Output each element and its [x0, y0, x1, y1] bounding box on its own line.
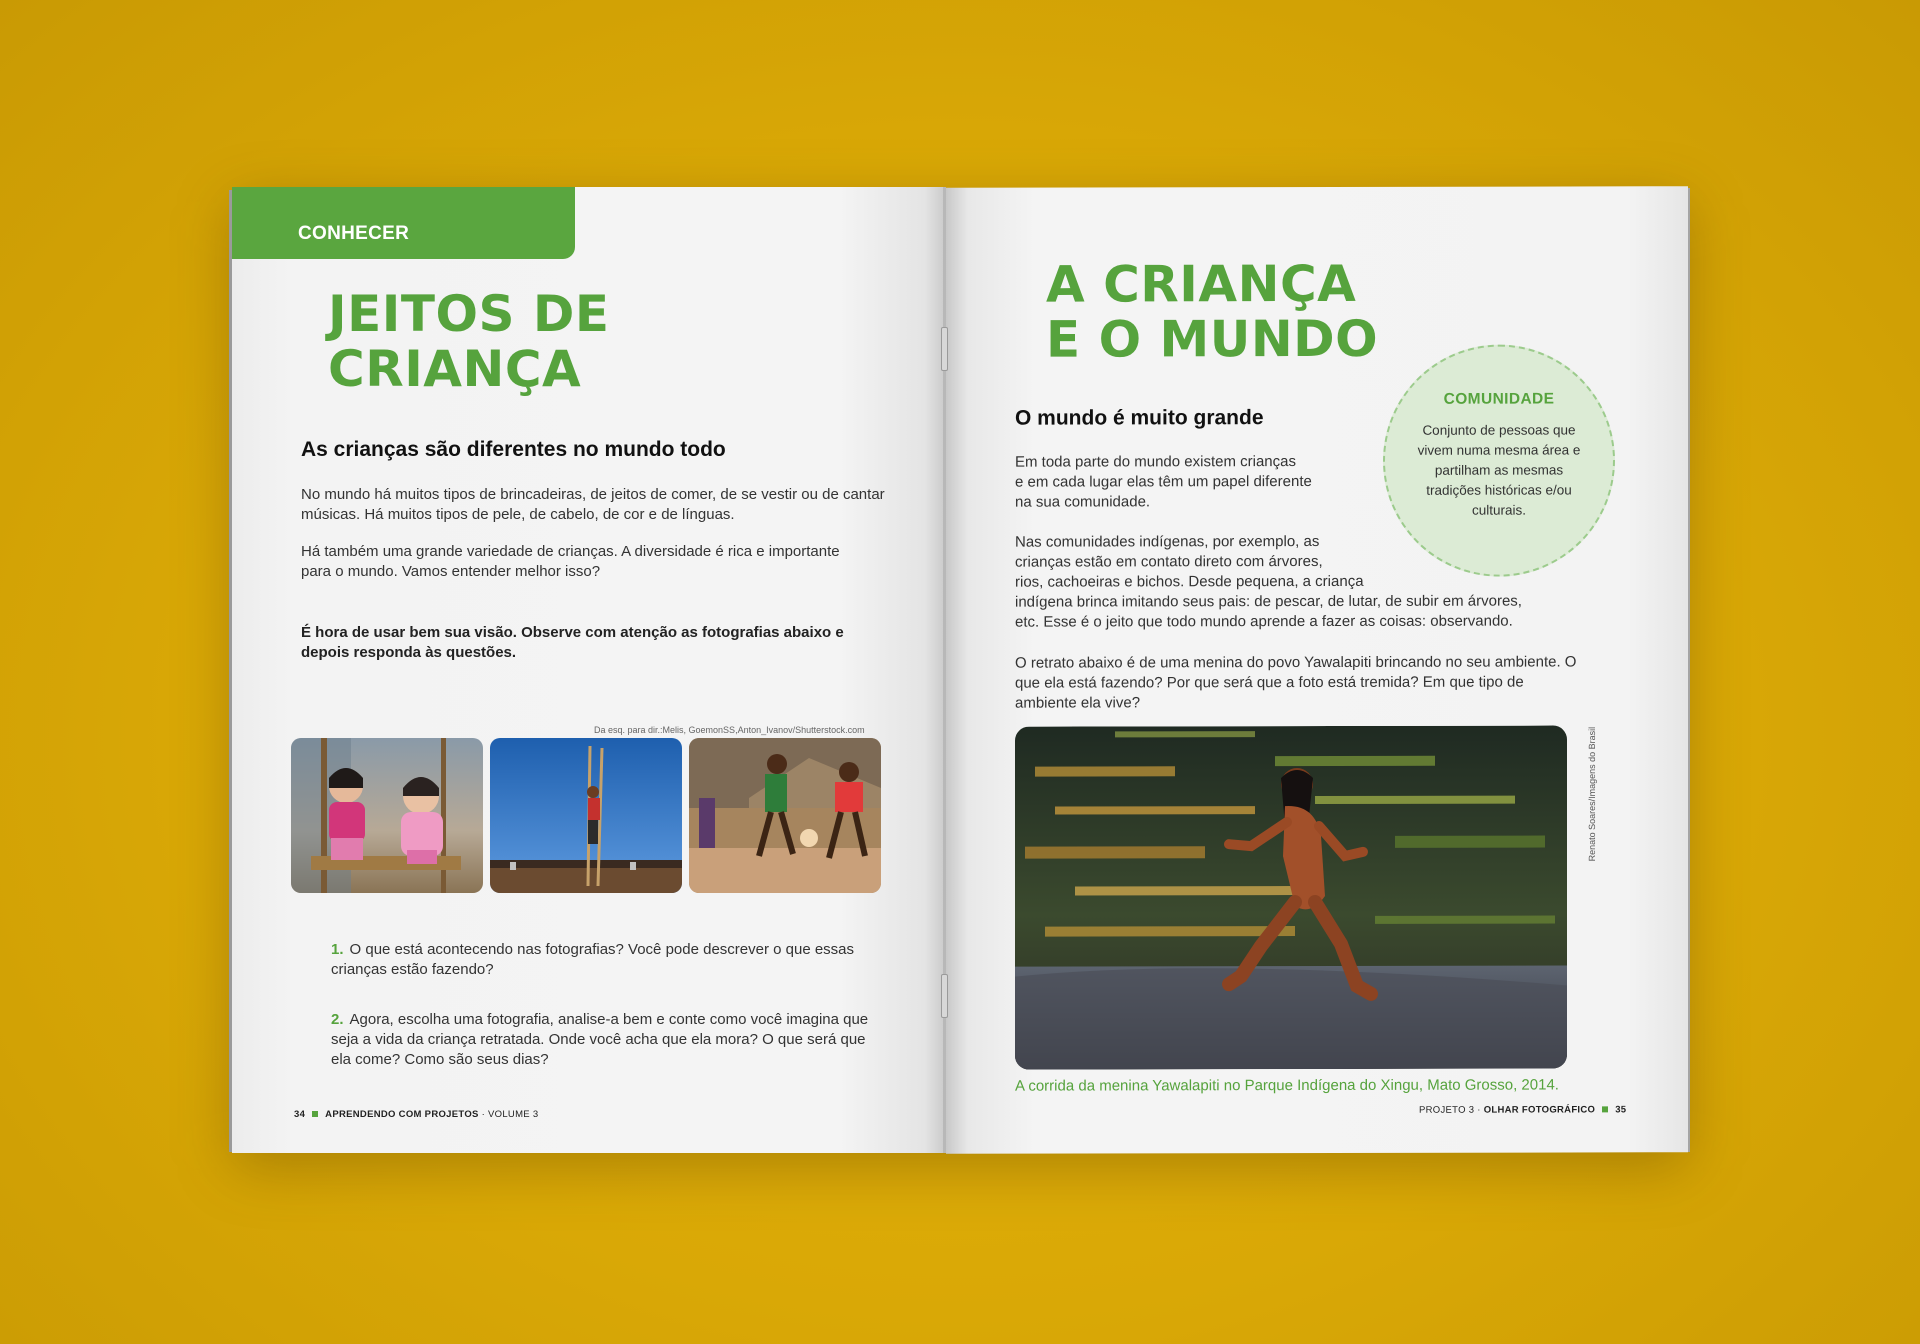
photo-credit: Da esq. para dir.:Melis, GoemonSS,Anton_Ivanov/Shutterstock.com	[594, 725, 865, 735]
question-2	[331, 1010, 886, 1070]
para1-line-1: Em toda parte do mundo existem crianças	[1015, 453, 1296, 471]
left-page	[232, 187, 946, 1153]
photo-girls-swing	[291, 738, 483, 893]
right-page	[946, 186, 1688, 1154]
intro-paragraph-1: No mundo há muitos tipos de brincadeiras, de jeitos de comer, de se vestir ou de cantar músicas. Há muitos tipos de pele, de cabelo, de cor e de línguas.	[301, 486, 885, 523]
left-footer-volume: · VOLUME 3	[481, 1109, 539, 1120]
photo-caption: A corrida da menina Yawalapiti no Parque Indígena do Xingu, Mato Grosso, 2014.	[1015, 1076, 1559, 1095]
para2-line-2: crianças estão em contato direto com árvores,	[1015, 552, 1323, 571]
right-paragraph-1	[1015, 452, 1312, 513]
para2-line-3: rios, cachoeiras e bichos. Desde pequena, a criança	[1015, 572, 1364, 591]
left-page-number: 34	[294, 1109, 306, 1120]
right-page-number: 35	[1615, 1104, 1627, 1116]
section-tab	[232, 187, 575, 259]
para2-line-4: indígena brinca imitando seus pais: de pescar, de lutar, de subir em árvores,	[1015, 592, 1522, 611]
instruction-paragraph: É hora de usar bem sua visão. Observe com atenção as fotografias abaixo e depois responda às questões.	[301, 624, 844, 661]
large-photo-credit: Renato Soares/Imagens do Brasil	[1587, 726, 1597, 862]
question-2-text: Agora, escolha uma fotografia, analise-a bem e conte como você imagina que seja a vida da criança retratada. Onde você acha que ela mora? O que será que ela come? Como são seus dias?	[331, 1011, 869, 1068]
right-footer-project: PROJETO 3 ·	[1419, 1104, 1481, 1116]
photo-boy-stilts	[490, 738, 682, 893]
footer-square-icon	[1602, 1107, 1608, 1113]
para1-line-2: e em cada lugar elas têm um papel diferente	[1015, 473, 1312, 491]
title-line-2: CRIANÇA	[328, 340, 582, 398]
staple-top	[941, 327, 948, 371]
right-footer	[1419, 1104, 1626, 1115]
right-title-line-1: A CRIANÇA	[1046, 254, 1357, 314]
intro-paragraph-2: Há também uma grande variedade de crianças. A diversidade é rica e importante para o mundo. Vamos entender melhor isso?	[301, 543, 840, 580]
question-2-number: 2.	[331, 1011, 344, 1028]
badge-title: COMUNIDADE	[1443, 390, 1555, 408]
right-section-subtitle: O mundo é muito grande	[1015, 406, 1264, 430]
para2-line-5: etc. Esse é o jeito que todo mundo aprende a fazer as coisas: observando.	[1015, 612, 1513, 631]
question-1-text: O que está acontecendo nas fotografias? Você pode descrever o que essas crianças estão fazendo?	[331, 941, 855, 978]
left-footer	[294, 1109, 538, 1120]
right-footer-title: OLHAR FOTOGRÁFICO	[1483, 1104, 1596, 1116]
para1-line-3: na sua comunidade.	[1015, 493, 1151, 511]
staple-bottom	[941, 974, 948, 1018]
para2-line-1: Nas comunidades indígenas, por exemplo, as	[1015, 532, 1320, 551]
definition-badge	[1383, 344, 1615, 576]
right-page-title	[1046, 254, 1379, 369]
left-footer-title: APRENDENDO COM PROJETOS	[325, 1109, 479, 1120]
photo-running-girl	[1015, 725, 1567, 1069]
section-tab-label: CONHECER	[298, 223, 410, 244]
footer-square-icon	[312, 1111, 318, 1117]
title-line-1: JEITOS DE	[328, 285, 610, 343]
section-subtitle: As crianças são diferentes no mundo todo	[301, 438, 726, 461]
badge-text: Conjunto de pessoas que vivem numa mesma área e partilham as mesmas tradições históricas e/ou culturais.	[1417, 422, 1581, 518]
question-1-number: 1.	[331, 941, 344, 958]
page-title	[328, 287, 610, 397]
photo-kids-football	[689, 738, 881, 893]
right-title-line-2: E O MUNDO	[1046, 309, 1379, 369]
question-1	[331, 940, 871, 980]
right-paragraph-3: O retrato abaixo é de uma menina do povo Yawalapiti brincando no seu ambiente. O que ela está fazendo? Por que será que a foto está tremida? Em que tipo de ambiente ela vive?	[1015, 653, 1577, 712]
